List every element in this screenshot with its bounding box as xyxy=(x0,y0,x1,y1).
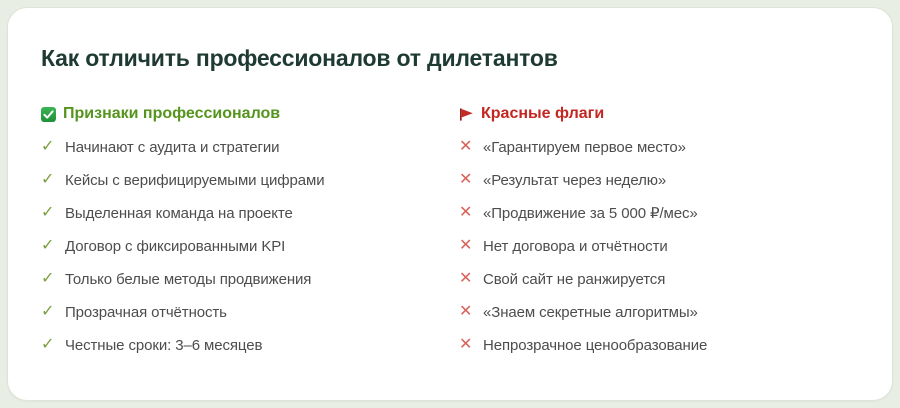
check-mark-emoji-icon xyxy=(41,107,56,122)
list-item xyxy=(41,236,459,256)
professionals-column xyxy=(41,104,459,368)
list-item xyxy=(459,302,859,322)
check-icon: ✓ xyxy=(41,171,55,188)
list-item-text: Прозрачная отчётность xyxy=(65,303,227,321)
list-item-text: Договор с фиксированными KPI xyxy=(65,237,286,255)
list-item xyxy=(41,137,459,157)
cross-icon: ✕ xyxy=(459,336,473,353)
list-item-text: Кейсы с верифицируемыми цифрами xyxy=(65,171,325,189)
list-item xyxy=(41,269,459,289)
list-item xyxy=(41,203,459,223)
check-icon: ✓ xyxy=(41,237,55,254)
list-item-text: Честные сроки: 3–6 месяцев xyxy=(65,336,263,354)
list-item-text: Свой сайт не ранжируется xyxy=(483,270,666,288)
list-item xyxy=(459,269,859,289)
red-flags-list xyxy=(459,137,859,355)
list-item xyxy=(41,302,459,322)
two-column-layout xyxy=(41,104,859,368)
red-flags-header xyxy=(459,104,859,124)
red-flags-header-label: Красные флаги xyxy=(481,105,605,122)
check-icon: ✓ xyxy=(41,270,55,287)
list-item xyxy=(459,335,859,355)
list-item xyxy=(459,203,859,223)
list-item xyxy=(459,170,859,190)
list-item-text: Непрозрачное ценообразование xyxy=(483,336,708,354)
red-flags-column xyxy=(459,104,859,368)
list-item xyxy=(41,335,459,355)
cross-icon: ✕ xyxy=(459,171,473,188)
list-item-text: Нет договора и отчётности xyxy=(483,237,668,255)
comparison-card xyxy=(7,7,893,401)
list-item-text: «Гарантируем первое место» xyxy=(483,138,686,156)
check-icon: ✓ xyxy=(41,138,55,155)
cross-icon: ✕ xyxy=(459,138,473,155)
list-item-text: Только белые методы продвижения xyxy=(65,270,312,288)
check-icon: ✓ xyxy=(41,336,55,353)
list-item xyxy=(459,236,859,256)
page-title: Как отличить профессионалов от дилетантов xyxy=(41,45,558,71)
check-icon: ✓ xyxy=(41,204,55,221)
red-flag-emoji-icon xyxy=(459,107,474,122)
list-item-text: Выделенная команда на проекте xyxy=(65,204,293,222)
list-item-text: «Результат через неделю» xyxy=(483,171,667,189)
check-icon: ✓ xyxy=(41,303,55,320)
list-item-text: «Продвижение за 5 000 ₽/мес» xyxy=(483,205,698,222)
professionals-list xyxy=(41,137,459,355)
cross-icon: ✕ xyxy=(459,303,473,320)
professionals-header-label: Признаки профессионалов xyxy=(63,105,281,122)
list-item xyxy=(459,137,859,157)
cross-icon: ✕ xyxy=(459,237,473,254)
list-item xyxy=(41,170,459,190)
cross-icon: ✕ xyxy=(459,270,473,287)
cross-icon: ✕ xyxy=(459,204,473,221)
list-item-text: «Знаем секретные алгоритмы» xyxy=(483,303,698,321)
list-item-text: Начинают с аудита и стратегии xyxy=(65,138,280,156)
professionals-header xyxy=(41,104,459,124)
